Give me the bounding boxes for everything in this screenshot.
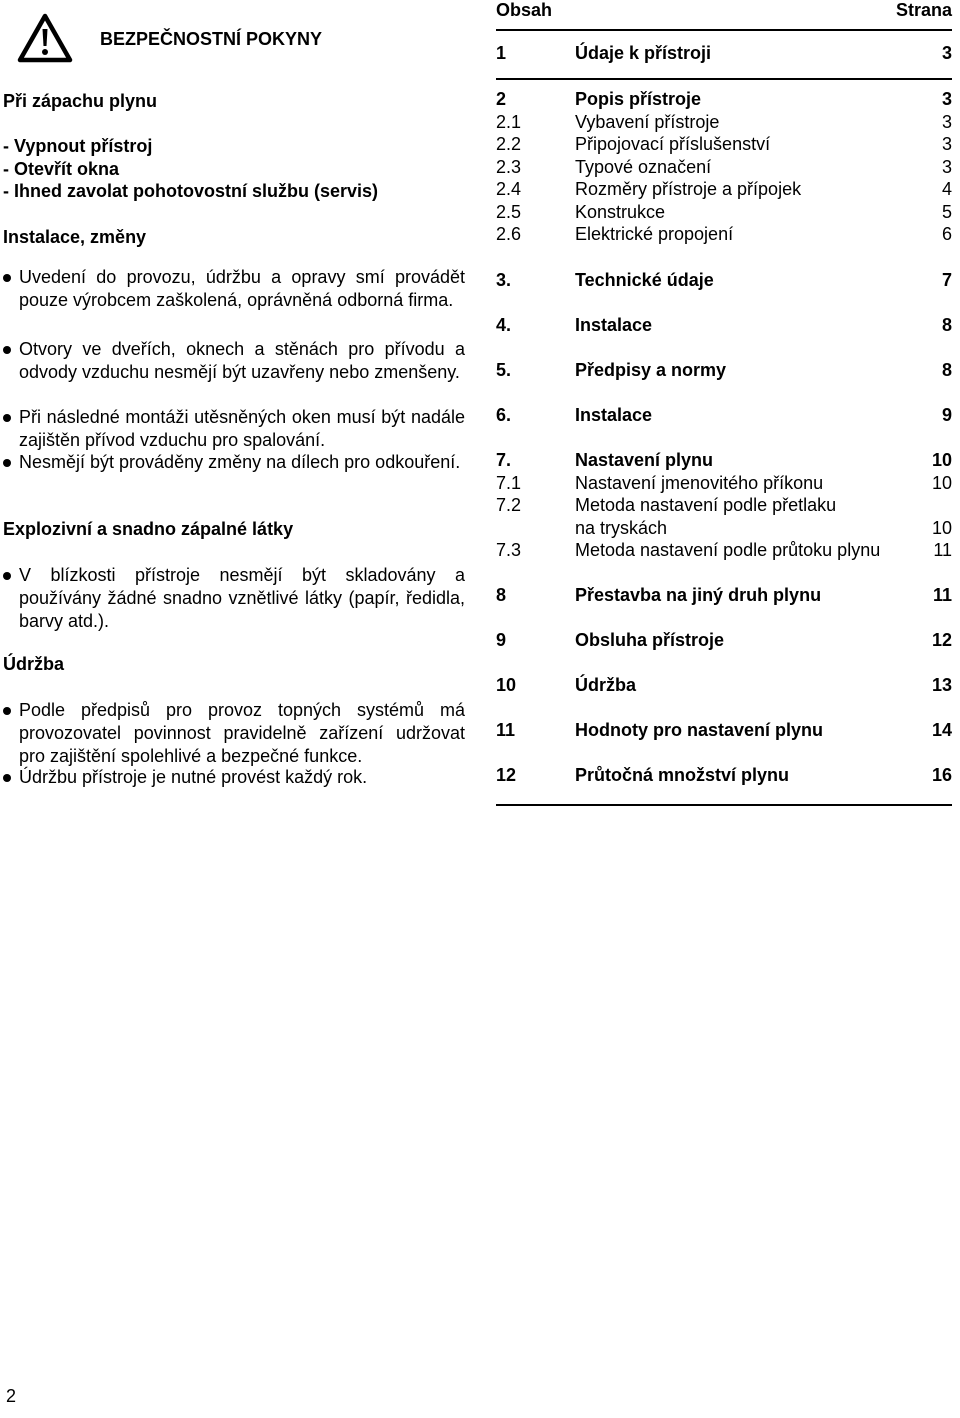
toc-header-contents: Obsah — [496, 0, 553, 20]
toc-row — [496, 765, 952, 787]
toc-page: 8 — [941, 360, 952, 380]
toc-row — [496, 585, 952, 607]
toc-row — [496, 630, 952, 652]
toc-title: Předpisy a normy — [575, 360, 727, 380]
toc-row — [496, 43, 952, 65]
toc-page: 10 — [931, 518, 952, 538]
toc-row — [496, 518, 952, 540]
toc-number: 8 — [496, 585, 507, 605]
toc-row — [496, 473, 952, 495]
toc-row — [496, 134, 952, 156]
toc-page: 3 — [941, 134, 952, 154]
toc-title: Hodnoty pro nastavení plynu — [575, 720, 824, 740]
toc-number: 2.2 — [496, 134, 522, 154]
toc-number: 12 — [496, 765, 517, 785]
gas-step: - Otevřít okna — [3, 159, 120, 179]
toc-page: 3 — [941, 112, 952, 132]
toc-header-page: Strana — [895, 0, 952, 20]
toc-row — [496, 112, 952, 134]
toc-title: Instalace — [575, 405, 653, 425]
divider — [496, 78, 952, 80]
toc-page: 6 — [941, 224, 952, 244]
toc-row — [496, 450, 952, 472]
toc-page: 8 — [941, 315, 952, 335]
toc-title: Popis přístroje — [575, 89, 702, 109]
toc-number: 2.5 — [496, 202, 522, 222]
toc-page: 11 — [933, 540, 952, 560]
toc-row — [496, 270, 952, 292]
toc-page: 5 — [941, 202, 952, 222]
toc-row — [496, 720, 952, 742]
toc-number: 1 — [496, 43, 507, 63]
toc-row — [496, 202, 952, 224]
list-item: Podle předpisů pro provoz topných systémů má provozovatel povinnost pravidelně zařízení udržovat pro zajištění spolehlivé a bezpečné funkce. — [3, 699, 465, 768]
gas-step: - Ihned zavolat pohotovostní službu (servis) — [3, 181, 379, 201]
toc-number: 2.3 — [496, 157, 522, 177]
toc-number: 2.4 — [496, 179, 522, 199]
toc-row — [496, 495, 952, 517]
toc-title: Přestavba na jiný druh plynu — [575, 585, 822, 605]
toc-page: 16 — [931, 765, 952, 785]
toc-number: 2.1 — [496, 112, 522, 132]
toc-page: 3 — [941, 43, 952, 63]
toc-page: 14 — [931, 720, 952, 740]
list-item: Uvedení do provozu, údržbu a opravy smí provádět pouze výrobcem zaškolená, oprávněná odborná firma. — [3, 266, 465, 312]
toc-number: 9 — [496, 630, 507, 650]
toc-page: 10 — [931, 450, 952, 470]
gas-smell-heading: Při zápachu plynu — [3, 91, 158, 111]
toc-title: Rozměry přístroje a přípojek — [575, 179, 802, 199]
toc-number: 2.6 — [496, 224, 522, 244]
toc-title: Obsluha přístroje — [575, 630, 725, 650]
toc-row — [496, 224, 952, 246]
toc-number: 7. — [496, 450, 512, 470]
toc-number: 7.3 — [496, 540, 522, 560]
toc-page: 12 — [931, 630, 952, 650]
toc-title: Metoda nastavení podle přetlaku — [575, 495, 837, 515]
toc-title: Nastavení jmenovitého příkonu — [575, 473, 824, 493]
list-item: Otvory ve dveřích, oknech a stěnách pro přívodu a odvody vzduchu nesmějí být uzavřeny nebo zmenšeny. — [3, 338, 465, 384]
toc-title: Elektrické propojení — [575, 224, 734, 244]
list-item: V blízkosti přístroje nesmějí být skladovány a používány žádné snadno vznětlivé látky (papír, ředidla, barvy atd.). — [3, 564, 465, 633]
explosive-heading: Explozivní a snadno zápalné látky — [3, 519, 294, 539]
toc-number: 10 — [496, 675, 517, 695]
maintenance-heading: Údržba — [3, 654, 65, 674]
toc-number: 4. — [496, 315, 512, 335]
toc-title: na tryskách — [575, 518, 668, 538]
toc-page: 13 — [931, 675, 952, 695]
install-heading: Instalace, změny — [3, 227, 147, 247]
toc-row — [496, 675, 952, 697]
toc-page: 7 — [941, 270, 952, 290]
toc-title: Typové označení — [575, 157, 712, 177]
toc-title: Připojovací příslušenství — [575, 134, 771, 154]
toc-page: 9 — [941, 405, 952, 425]
toc-row — [496, 405, 952, 427]
toc-title: Metoda nastavení podle průtoku plynu — [575, 540, 881, 560]
toc-number: 3. — [496, 270, 512, 290]
toc-page: 10 — [931, 473, 952, 493]
toc-row — [496, 179, 952, 201]
toc-title: Instalace — [575, 315, 653, 335]
toc-row — [496, 540, 952, 562]
toc-title: Nastavení plynu — [575, 450, 714, 470]
toc-page: 3 — [941, 157, 952, 177]
toc-title: Průtočná množství plynu — [575, 765, 790, 785]
gas-step: - Vypnout přístroj — [3, 136, 153, 156]
toc-title: Údaje k přístroji — [575, 43, 712, 63]
toc-number: 6. — [496, 405, 512, 425]
toc-number: 7.1 — [496, 473, 522, 493]
divider — [496, 804, 952, 806]
page-number: 2 — [6, 1386, 17, 1406]
toc-row — [496, 360, 952, 382]
list-item: Údržbu přístroje je nutné provést každý rok. — [3, 766, 465, 789]
toc-row — [496, 315, 952, 337]
list-item: Při následné montáži utěsněných oken musí být nadále zajištěn přívod vzduchu pro spalování. — [3, 406, 465, 452]
toc-number: 11 — [496, 720, 516, 740]
toc-row — [496, 157, 952, 179]
toc-row — [496, 89, 952, 111]
divider — [496, 29, 952, 31]
list-item: Nesmějí být prováděny změny na dílech pro odkouření. — [3, 451, 465, 474]
toc-page: 4 — [941, 179, 952, 199]
safety-title: BEZPEČNOSTNÍ POKYNY — [100, 29, 323, 49]
toc-number: 2 — [496, 89, 507, 109]
toc-title: Vybavení přístroje — [575, 112, 720, 132]
toc-page: 11 — [932, 585, 952, 605]
toc-number: 5. — [496, 360, 512, 380]
toc-page: 3 — [941, 89, 952, 109]
toc-title: Technické údaje — [575, 270, 714, 290]
toc-title: Údržba — [575, 675, 637, 695]
toc-title: Konstrukce — [575, 202, 666, 222]
toc-number: 7.2 — [496, 495, 522, 515]
